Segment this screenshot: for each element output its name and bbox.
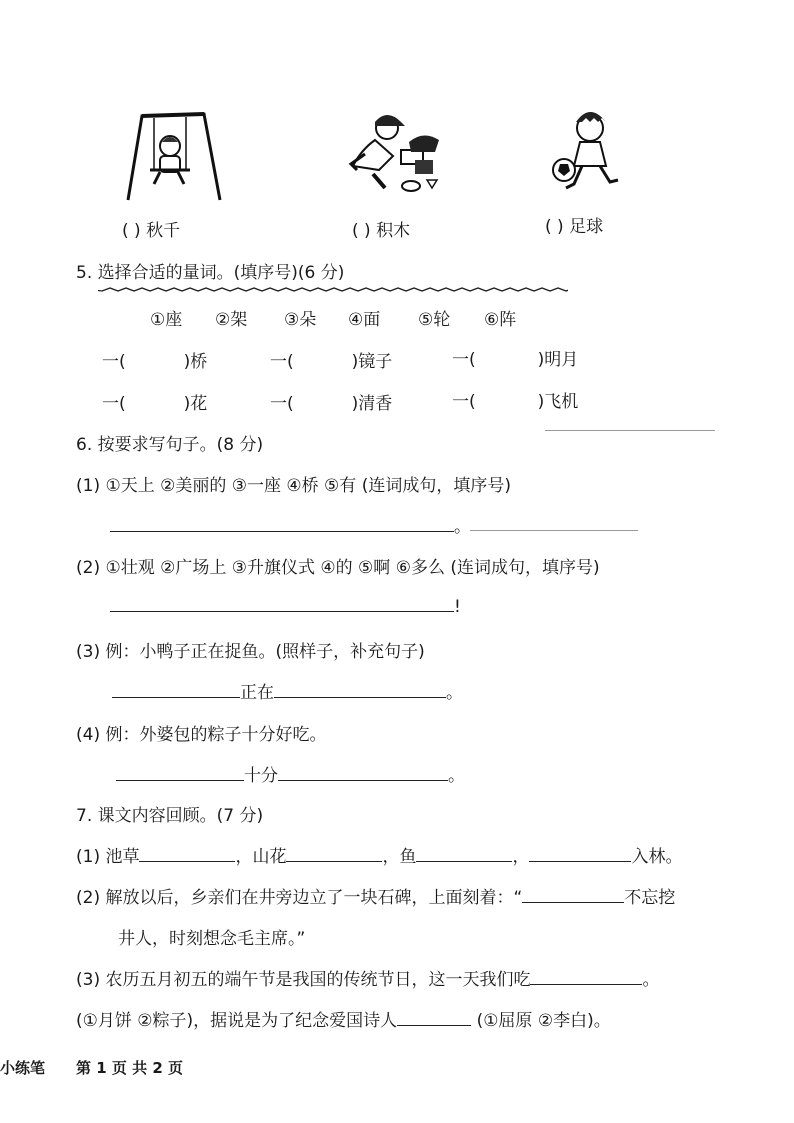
football-child-icon bbox=[550, 108, 630, 196]
building-blocks-child-icon bbox=[345, 110, 455, 195]
measure-blank-flower: 一( )花 bbox=[102, 394, 208, 414]
answer-line-2[interactable]: ! bbox=[110, 594, 461, 617]
picture-label-3: ( ) 足球 bbox=[545, 217, 604, 237]
stray-line bbox=[470, 530, 638, 531]
q6-sentence-1: (1) ①天上 ②美丽的 ③一座 ④桥 ⑤有 (连词成句，填序号) bbox=[76, 476, 511, 496]
measure-blank-fragrance: 一( )清香 bbox=[270, 394, 393, 414]
option-1: ①座 bbox=[150, 310, 183, 330]
q7-line-1[interactable]: (1) 池草 ，山花 ，鱼 ， 入林。 bbox=[76, 842, 682, 867]
q7-line-4[interactable]: (①月饼 ②粽子)，据说是为了纪念爱国诗人 (①屈原 ②李白)。 bbox=[76, 1006, 611, 1031]
q7-line-2[interactable]: (2) 解放以后，乡亲们在井旁边立了一块石碑，上面刻着：“ 不忘挖 bbox=[76, 883, 675, 908]
option-5: ⑤轮 bbox=[418, 310, 451, 330]
measure-blank-mirror: 一( )镜子 bbox=[270, 352, 393, 372]
picture-label-1: ( ) 秋千 bbox=[122, 221, 181, 241]
q6-sentence-2: (2) ①壮观 ②广场上 ③升旗仪式 ④的 ⑤啊 ⑥多么 (连词成句，填序号) bbox=[76, 558, 600, 578]
q7-line-3[interactable]: (3) 农历五月初五的端午节是我国的传统节日，这一天我们吃 。 bbox=[76, 965, 659, 990]
page-number: 第 1 页 共 2 页 bbox=[76, 1059, 183, 1077]
q7-line-2-cont: 井人，时刻想念毛主席。” bbox=[118, 929, 306, 949]
swing-child-icon bbox=[120, 108, 230, 203]
q7-title: 7. 课文内容回顾。(7 分) bbox=[76, 806, 264, 826]
option-4: ④面 bbox=[348, 310, 381, 330]
option-6: ⑥阵 bbox=[484, 310, 517, 330]
picture-label-2: ( ) 积木 bbox=[352, 221, 411, 241]
answer-line-4[interactable]: 十分 。 bbox=[116, 761, 465, 786]
q6-sentence-4: (4) 例：外婆包的粽子十分好吃。 bbox=[76, 725, 327, 745]
q5-title: 5. 选择合适的量词。(填序号)(6 分) bbox=[76, 263, 345, 283]
option-2: ②架 bbox=[215, 310, 248, 330]
q6-title: 6. 按要求写句子。(8 分) bbox=[76, 435, 264, 455]
footer-left-label: 小练笔 bbox=[0, 1059, 46, 1077]
option-3: ③朵 bbox=[284, 310, 317, 330]
answer-line-3[interactable]: 正在 。 bbox=[112, 678, 463, 703]
measure-blank-moon: 一( )明月 bbox=[452, 350, 579, 370]
stray-line bbox=[545, 430, 715, 431]
answer-line-1[interactable]: 。 bbox=[110, 512, 471, 537]
measure-blank-bridge: 一( )桥 bbox=[102, 352, 208, 372]
q6-sentence-3: (3) 例：小鸭子正在捉鱼。(照样子，补充句子) bbox=[76, 642, 425, 662]
measure-blank-plane: 一( )飞机 bbox=[452, 392, 579, 412]
